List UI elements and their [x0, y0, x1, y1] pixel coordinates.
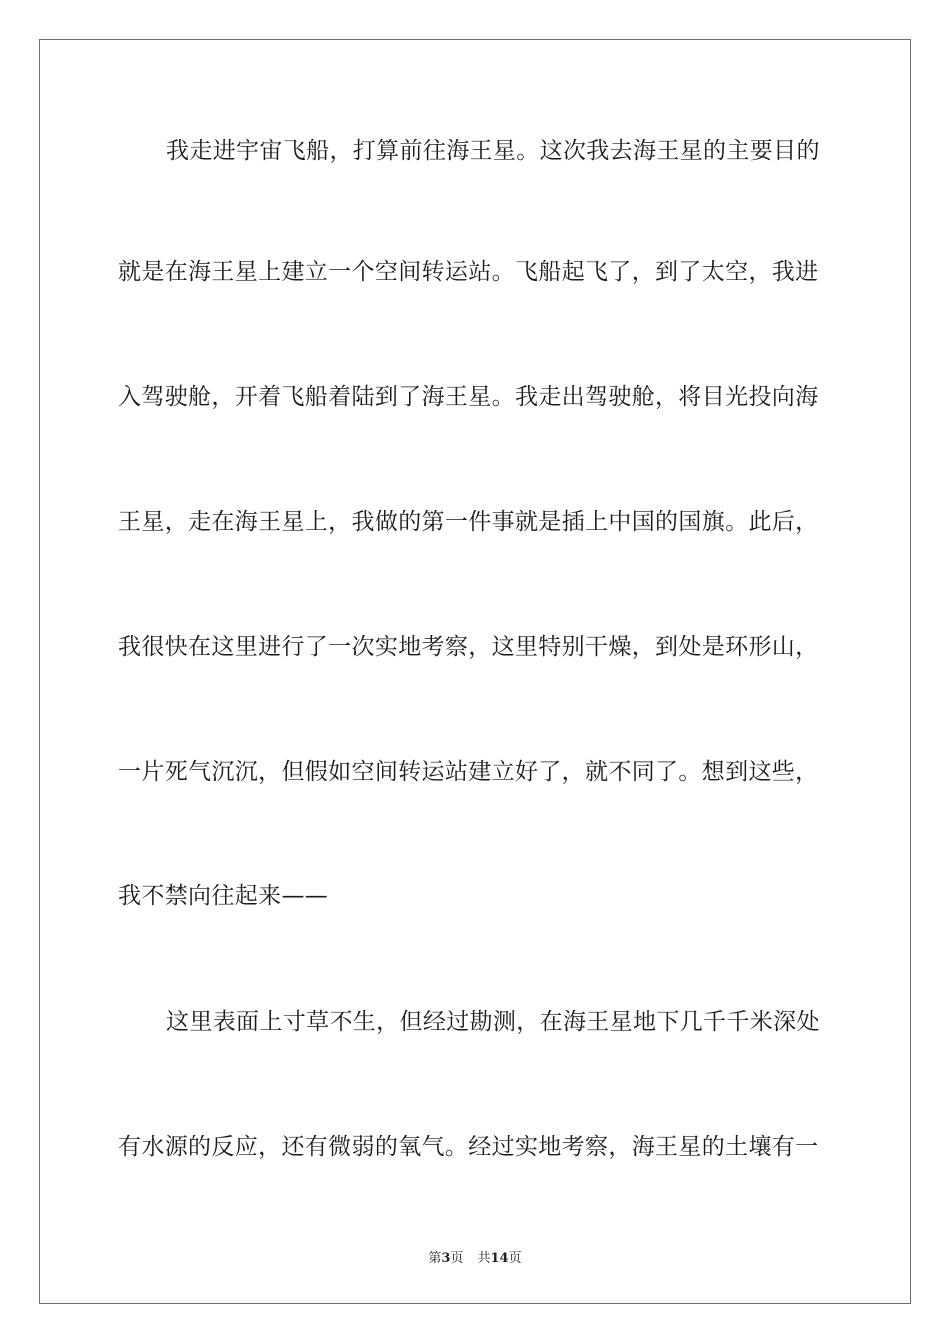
page-border — [39, 39, 911, 1304]
paragraph-line: 我很快在这里进行了一次实地考察，这里特别干燥，到处是环形山， — [118, 634, 819, 660]
paragraph-line: 一片死气沉沉，但假如空间转运站建立好了，就不同了。想到这些， — [118, 759, 819, 785]
total-prefix: 共 — [477, 1251, 491, 1266]
paragraph-line: 入驾驶舱，开着飞船着陆到了海王星。我走出驾驶舱，将目光投向海 — [118, 384, 819, 410]
page-footer — [0, 1247, 950, 1266]
total-pages: 14 — [490, 1251, 509, 1266]
page-suffix: 页 — [450, 1251, 464, 1266]
paragraph-line: 有水源的反应，还有微弱的氧气。经过实地考察，海王星的土壤有一 — [118, 1134, 819, 1160]
page-number: 3 — [441, 1251, 451, 1266]
page-prefix: 第 — [428, 1251, 442, 1266]
paragraph-line: 就是在海王星上建立一个空间转运站。飞船起飞了，到了太空，我进 — [118, 259, 819, 285]
paragraph-line: 这里表面上寸草不生，但经过勘测，在海王星地下几千千米深处 — [166, 1009, 820, 1035]
paragraph-line: 王星，走在海王星上，我做的第一件事就是插上中国的国旗。此后， — [118, 509, 819, 535]
paragraph-line: 我不禁向往起来—— — [118, 883, 329, 909]
paragraph-line: 我走进宇宙飞船，打算前往海王星。这次我去海王星的主要目的 — [166, 138, 820, 164]
total-suffix: 页 — [508, 1251, 522, 1266]
